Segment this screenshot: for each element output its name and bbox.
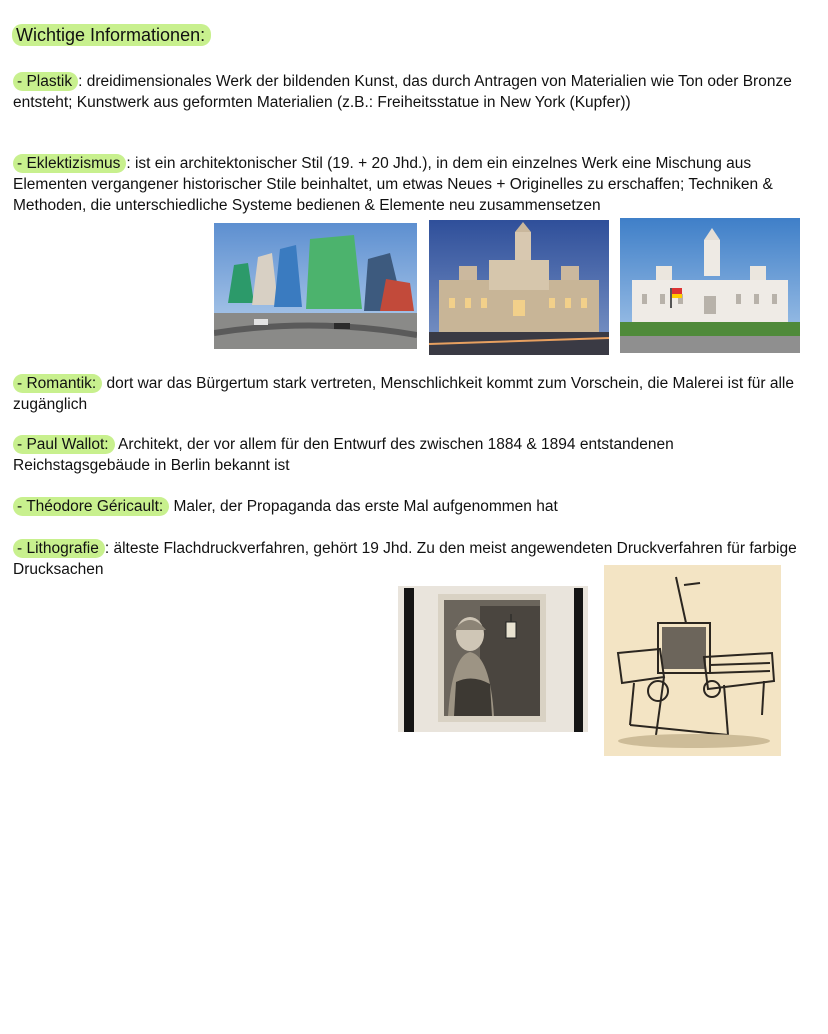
page-title	[12, 25, 211, 46]
text-paul-wallot: Architekt, der vor allem für den Entwurf des zwischen 1884 & 1894 entstandenen Reichstagsgebäude in Berlin bekannt ist	[13, 436, 674, 474]
entry-romantik	[13, 373, 803, 415]
term-lithografie: - Lithografie	[13, 539, 105, 558]
term-eklektizismus-sep: :	[126, 155, 131, 172]
title-highlight: Wichtige Informationen:	[12, 24, 211, 46]
text-gericault: Maler, der Propaganda das erste Mal aufgenommen hat	[169, 498, 558, 515]
term-gericault: - Théodore Géricault:	[13, 497, 169, 516]
term-plastik: - Plastik	[13, 72, 78, 91]
term-plastik-sep: :	[78, 73, 83, 90]
text-lithografie: älteste Flachdruckverfahren, gehört 19 Jhd. Zu den meist angewendeten Druckverfahren für farbige Drucksachen	[13, 540, 797, 578]
term-lithografie-sep: :	[104, 540, 110, 557]
entry-plastik	[13, 71, 803, 113]
lithografie-image-press	[604, 565, 781, 756]
entry-paul-wallot	[13, 434, 803, 476]
eklektizismus-image-palace-day	[620, 218, 800, 353]
term-eklektizismus: - Eklektizismus	[13, 154, 126, 173]
text-plastik: dreidimensionales Werk der bildenden Kunst, das durch Antragen von Materialien wie Ton oder Bronze entsteht; Kunstwerk aus geformten Materialien (z.B.: Freiheitsstatue in New York (Kupfer))	[13, 73, 792, 111]
entry-gericault	[13, 496, 803, 517]
eklektizismus-image-palace-dusk	[429, 220, 609, 355]
text-eklektizismus: ist ein architektonischer Stil (19. + 20 Jhd.), in dem ein einzelnes Werk eine Mischung aus Elementen vergangener historischer Stile beinhaltet, um etwas Neues + Originelles zu erschaffen; Techniken & Methoden, die unterschiedliche Systeme bedienen & Elemente neu zusammensetzen	[13, 155, 773, 214]
lithografie-image-print	[398, 586, 588, 732]
entry-eklektizismus	[13, 153, 773, 216]
term-paul-wallot: - Paul Wallot:	[13, 435, 115, 454]
text-romantik: dort war das Bürgertum stark vertreten, Menschlichkeit kommt zum Vorschein, die Malerei ist für alle zugänglich	[13, 375, 794, 413]
eklektizismus-image-hotel	[214, 223, 417, 349]
term-romantik: - Romantik:	[13, 374, 102, 393]
